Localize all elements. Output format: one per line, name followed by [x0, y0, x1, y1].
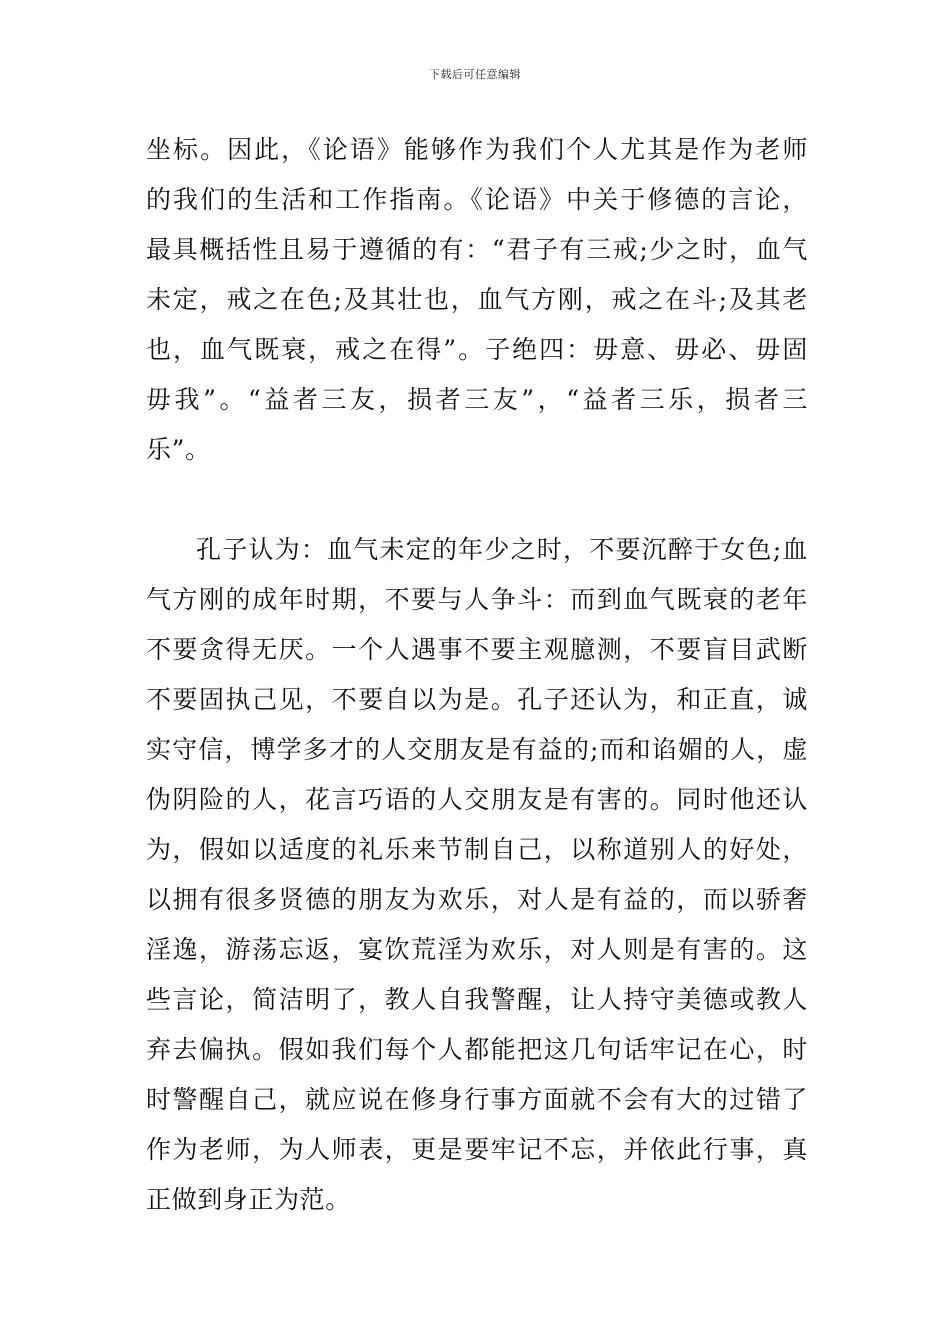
paragraph-line: 正做到身正为范。 — [146, 1185, 351, 1214]
paragraph-line: 作为老师，为人师表，更是要牢记不忘，并依此行事，真 — [146, 1135, 808, 1164]
paragraph-line: 些言论，简洁明了，教人自我警醒，让人持守美德或教人 — [146, 985, 808, 1014]
paragraph-line: 也，血气既衰，戒之在得”。子绝四：毋意、毋必、毋固 — [146, 335, 808, 364]
paragraph-line: 孔子认为：血气未定的年少之时，不要沉醉于女色;血 — [196, 535, 808, 564]
paragraph-line: 不要固执己见，不要自以为是。孔子还认为，和正直，诚 — [146, 685, 808, 714]
paragraph-line: 乐”。 — [146, 435, 211, 464]
paragraph-line: 以拥有很多贤德的朋友为欢乐，对人是有益的，而以骄奢 — [146, 885, 808, 914]
paragraph-line: 淫逸，游荡忘返，宴饮荒淫为欢乐，对人则是有害的。这 — [146, 935, 808, 964]
paragraph-line: 的我们的生活和工作指南。《论语》中关于修德的言论， — [146, 185, 808, 214]
paragraph-2 — [146, 525, 808, 1225]
paragraph-line: 气方刚的成年时期，不要与人争斗：而到血气既衰的老年 — [146, 585, 808, 614]
paragraph-line: 实守信，博学多才的人交朋友是有益的;而和谄媚的人，虚 — [146, 735, 808, 764]
paragraph-line: 毋我”。“益者三友，损者三友”，“益者三乐，损者三 — [146, 385, 808, 414]
paragraph-line: 为，假如以适度的礼乐来节制自己，以称道别人的好处， — [146, 835, 808, 864]
paragraph-1 — [146, 125, 808, 475]
header-note: 下载后可任意编辑 — [429, 68, 521, 81]
paragraph-line: 最具概括性且易于遵循的有：“君子有三戒;少之时，血气 — [146, 235, 808, 264]
paragraph-line: 坐标。因此，《论语》能够作为我们个人尤其是作为老师 — [146, 135, 808, 164]
paragraph-line: 未定，戒之在色;及其壮也，血气方刚，戒之在斗;及其老 — [146, 285, 808, 314]
paragraph-line: 伪阴险的人，花言巧语的人交朋友是有害的。同时他还认 — [146, 785, 808, 814]
paragraph-line: 弃去偏执。假如我们每个人都能把这几句话牢记在心，时 — [146, 1035, 808, 1064]
paragraph-line: 不要贪得无厌。一个人遇事不要主观臆测，不要盲目武断 — [146, 635, 808, 664]
paragraph-line: 时警醒自己，就应说在修身行事方面就不会有大的过错了 — [146, 1085, 808, 1114]
